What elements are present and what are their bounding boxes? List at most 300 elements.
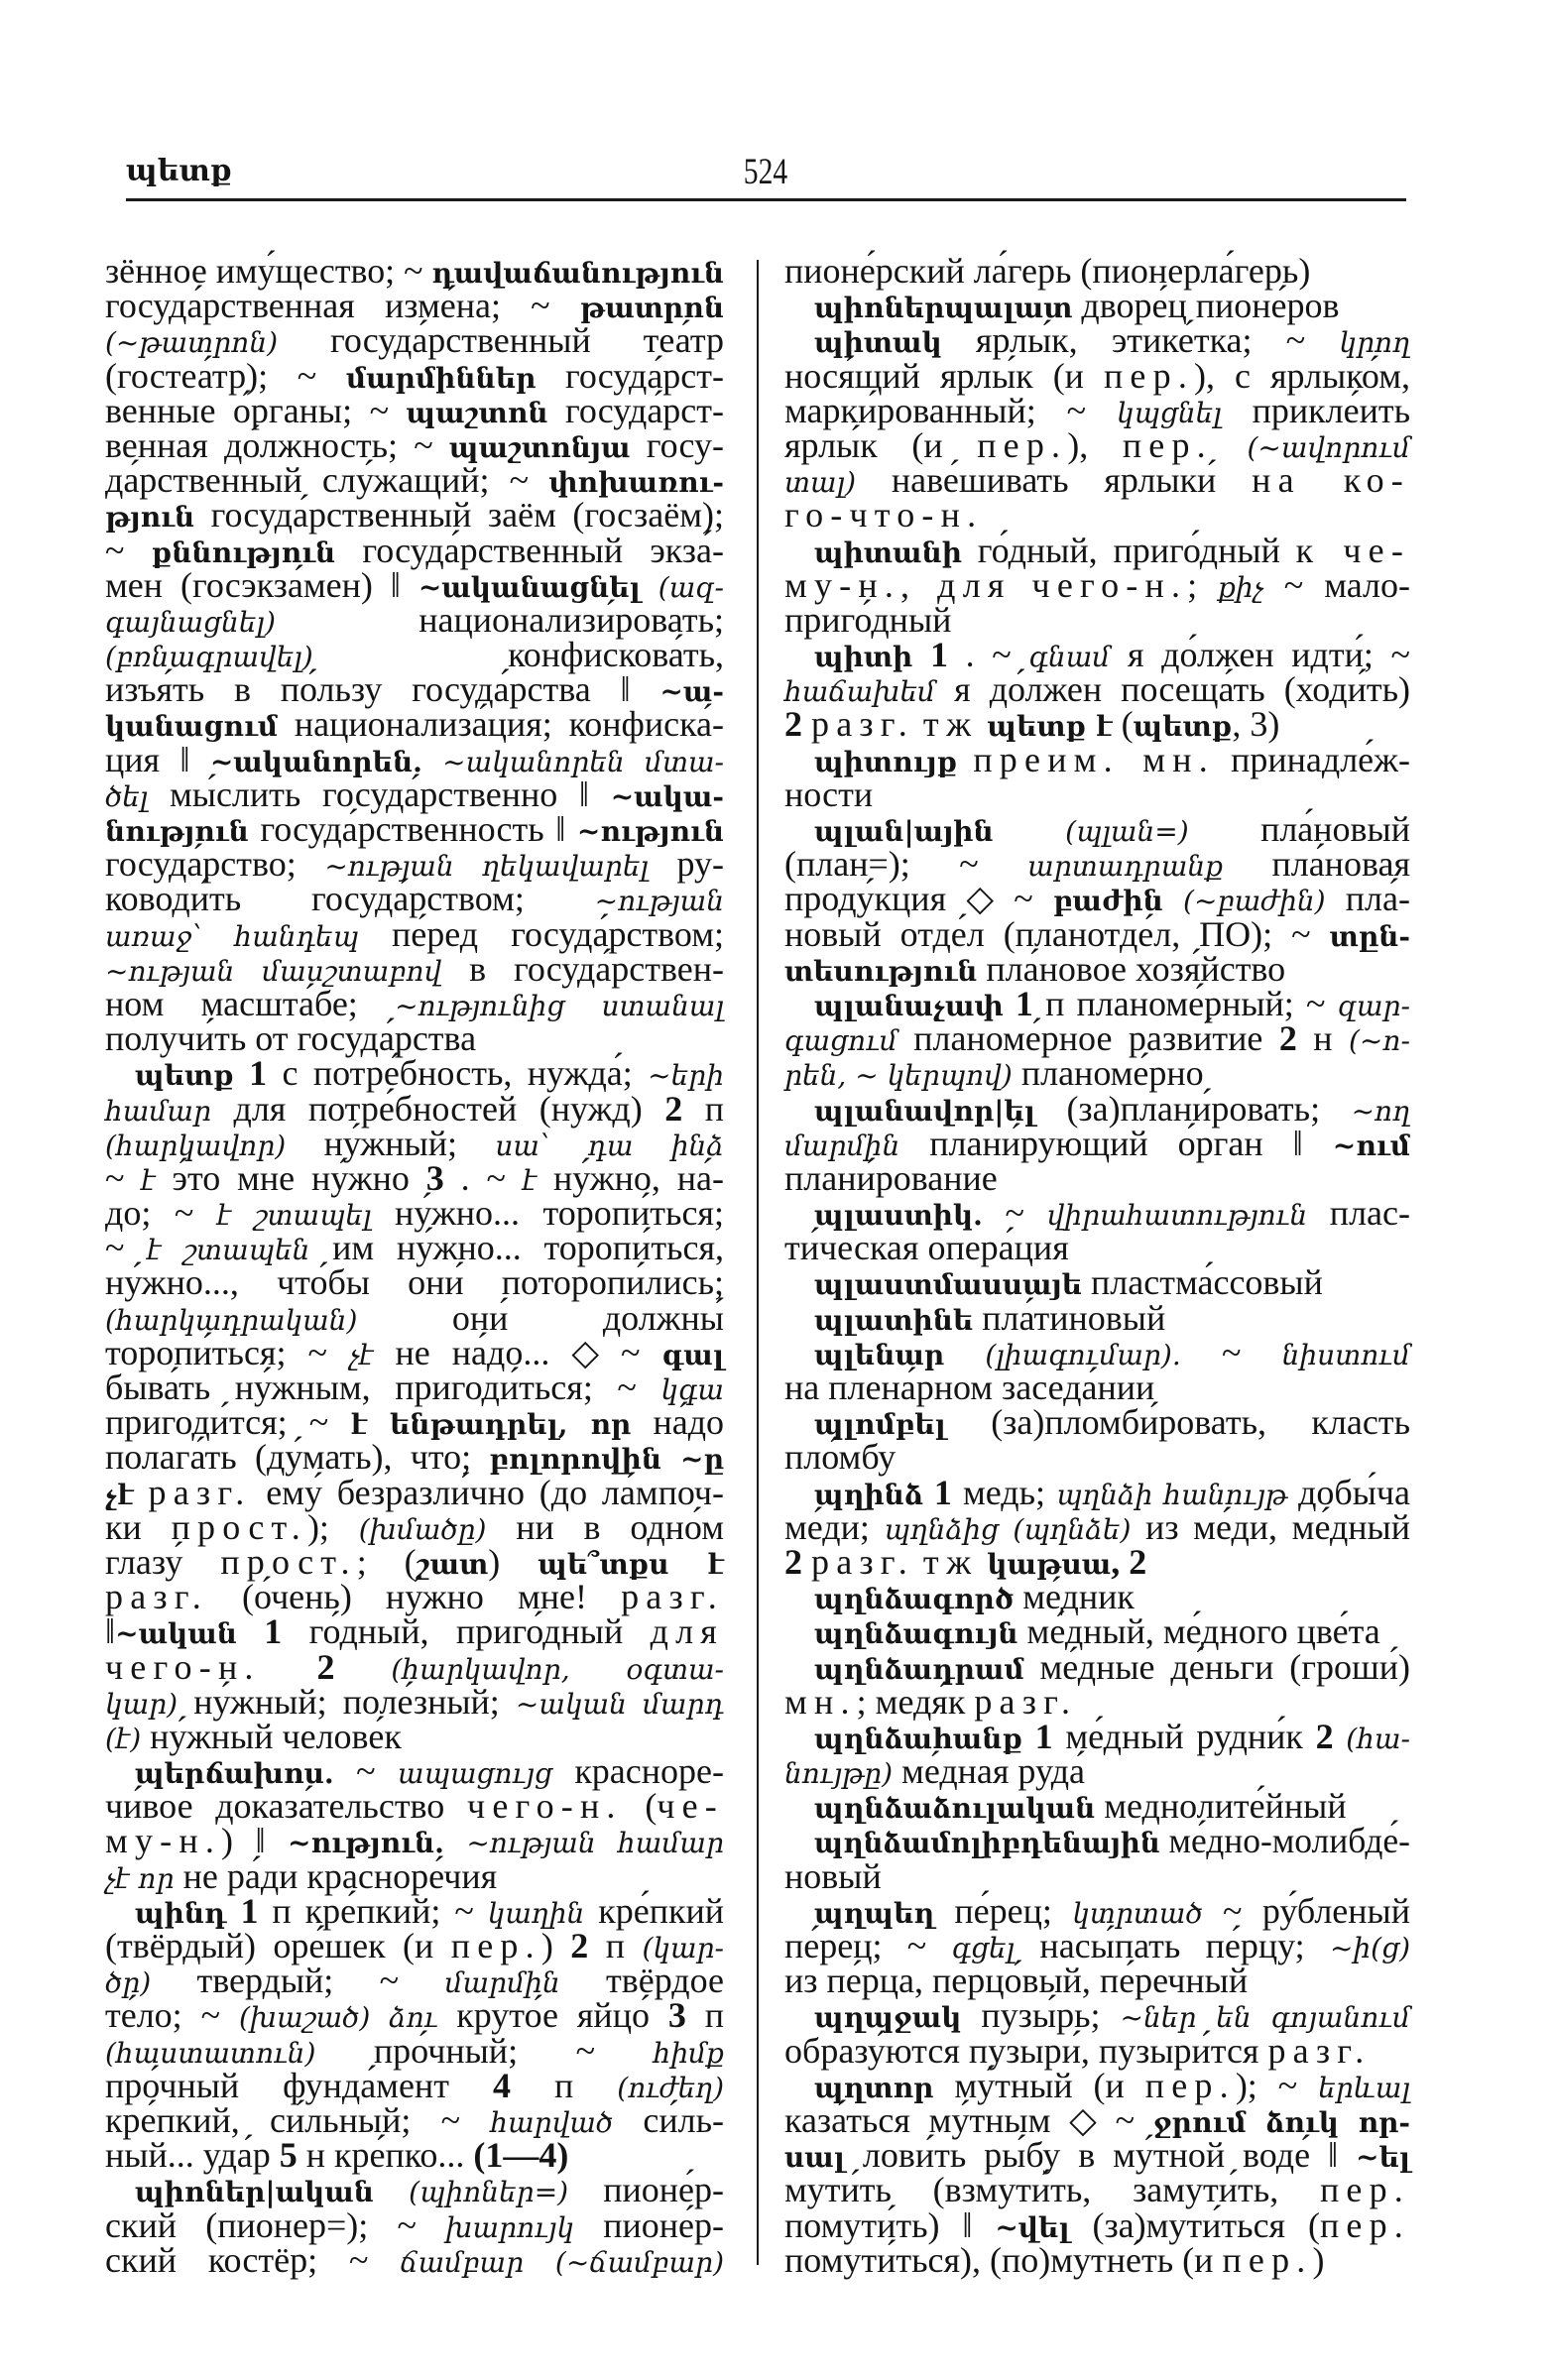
- headword: պլենար: [814, 1338, 945, 1371]
- armenian-term: շատ: [416, 1547, 489, 1581]
- entry-line: [784, 424, 1411, 465]
- entry-line: [105, 1995, 725, 2036]
- translation-text: ский (пионер=); ~: [105, 2204, 446, 2245]
- dictionary-entry-continued: [784, 251, 1410, 291]
- translation-text: ~ мало-: [1262, 564, 1410, 605]
- entry-line: [105, 1611, 725, 1652]
- armenian-example: (ուժեղ): [617, 2071, 724, 2104]
- translation-text: (за)плани́ровать;: [1034, 1088, 1352, 1129]
- abbreviation: разг.: [811, 704, 914, 745]
- translation-text: н: [1296, 1018, 1349, 1059]
- armenian-example: տալ): [784, 466, 857, 500]
- abbreviation: на ко-: [1252, 460, 1410, 501]
- armenian-term: ~ություն.: [288, 1827, 444, 1860]
- armenian-example: ապացույց: [398, 1757, 552, 1791]
- abbreviation: разг.: [621, 1577, 724, 1617]
- armenian-term: կաթսա: [987, 1547, 1112, 1581]
- armenian-example: նույթը): [784, 1757, 894, 1791]
- translation-text: ме́дная руда́: [893, 1751, 1085, 1792]
- entry-line: [784, 844, 1410, 885]
- translation-text: [978, 704, 987, 744]
- translation-text: госуда́рственность ‖: [248, 809, 577, 849]
- entry-line: [784, 1786, 1410, 1827]
- entry-line: [784, 1646, 1410, 1687]
- translation-text: я до́лжен посеща́ть (ходи́ть): [935, 669, 1410, 710]
- entry-line: [784, 564, 1410, 605]
- armenian-example: կար): [105, 1687, 179, 1721]
- translation-text: те́ло; ~: [105, 1995, 239, 2036]
- sense-number: 1: [1022, 1716, 1053, 1756]
- line-text: [784, 355, 1410, 396]
- entry-line: [784, 1437, 1410, 1478]
- armenian-example: (հա-: [1346, 1722, 1411, 1755]
- translation-text: пла́новое хозя́йство: [977, 948, 1286, 989]
- entry-line: [105, 913, 725, 954]
- translation-text: (за)мути́ться (: [1069, 2204, 1320, 2245]
- entry-line: [784, 948, 1410, 989]
- armenian-example: արտադրանք: [1027, 850, 1224, 884]
- headword: պերճախոս.: [135, 1757, 334, 1791]
- headword: պղպջակ: [814, 2001, 962, 2035]
- translation-text: пла́тиновый: [973, 1297, 1166, 1338]
- entry-line: [105, 809, 724, 849]
- abbreviation: пер.: [1103, 355, 1195, 396]
- armenian-example: պղնձից (պղնձե): [884, 1512, 1132, 1546]
- translation-text: твёрдое: [559, 1961, 724, 2001]
- translation-text: нося́щий ярлы́к (и: [784, 355, 1104, 396]
- translation-text: каза́ться му́тным ◇ ~: [784, 2099, 1153, 2140]
- translation-text: они́ должны́: [357, 1297, 724, 1338]
- armenian-term: կանացում: [105, 710, 279, 744]
- translation-text: пла́-: [1325, 879, 1410, 919]
- translation-text: ский костёр; ~: [105, 2239, 401, 2280]
- translation-text: помути́ться), (по)мутне́ть (и: [784, 2239, 1223, 2280]
- translation-text: насы́пать пе́рцу;: [1015, 1926, 1330, 1965]
- dictionary-entry: [784, 1088, 1410, 1198]
- armenian-term: քննություն: [151, 536, 336, 569]
- dictionary-entry: [784, 1786, 1410, 1827]
- translation-text: госуда́рственная изме́на; ~: [105, 286, 580, 326]
- translation-text: [957, 740, 973, 779]
- translation-text: торопи́ться; ~: [105, 1332, 349, 1372]
- sense-number: 1: [912, 635, 948, 675]
- entry-line: [105, 286, 724, 326]
- entry-line: [784, 1751, 1410, 1792]
- translation-text: [261, 1647, 317, 1687]
- translation-text: [444, 1821, 466, 1860]
- headword: պղնձաձուլական: [814, 1792, 1096, 1826]
- armenian-example: համար: [105, 1094, 211, 1128]
- armenian-example: չէ որ: [105, 1861, 175, 1895]
- dictionary-entry: [784, 1611, 1410, 1652]
- abbreviation: го-что-н.: [784, 495, 984, 536]
- entry-line: [105, 635, 724, 675]
- line-text: [105, 2239, 724, 2280]
- translation-text: не ра́ди красноре́чия: [174, 1855, 498, 1896]
- line-text: [105, 2135, 569, 2176]
- translation-text: на́до: [631, 1402, 725, 1443]
- entry-line: [105, 1472, 725, 1512]
- armenian-term: ~ականացնել: [418, 570, 641, 604]
- entry-line: [105, 1193, 724, 1234]
- armenian-example: (խմածը): [358, 1512, 487, 1546]
- translation-text: пионе́рский ла́герь (пионерла́герь): [784, 251, 1311, 291]
- translation-text: ; медя́к: [856, 1681, 975, 1722]
- armenian-example: կաղին: [487, 1896, 585, 1930]
- armenian-example: (~ո-: [1349, 1024, 1411, 1058]
- translation-text: получи́ть от госуда́рства: [105, 1018, 477, 1059]
- headword: պլոմբել: [814, 1408, 946, 1442]
- translation-text: ;: [1187, 564, 1219, 605]
- translation-text: быва́ть ну́жным, пригоди́ться; ~: [105, 1368, 661, 1407]
- entry-line: [105, 1646, 725, 1687]
- abbreviation: прост.: [220, 1541, 357, 1582]
- entry-line: [105, 948, 724, 989]
- abbreviation: пер.: [450, 1926, 541, 1965]
- line-text: [784, 1157, 998, 1198]
- abbreviation: му-н.: [105, 1821, 222, 1861]
- sense-number: 2: [316, 1646, 335, 1687]
- abbreviation: му-н.,: [784, 564, 917, 605]
- translation-text: новый отде́л (планотде́л, ПО); ~: [784, 913, 1330, 954]
- translation-text: п кре́пкий; ~: [258, 1890, 488, 1931]
- armenian-example: է: [522, 1163, 538, 1197]
- translation-text: им ну́жно... торопи́ться,: [309, 1228, 724, 1268]
- entry-line: [784, 2135, 1410, 2176]
- armenian-example: ~ական մարդ: [515, 1687, 724, 1721]
- sense-number: 3: [425, 1157, 444, 1198]
- translation-text: ну́жный; поле́зный;: [178, 1681, 516, 1722]
- entry-line: [784, 530, 1411, 570]
- entry-line: [105, 1541, 724, 1582]
- dictionary-entry: [784, 1332, 1410, 1407]
- entry-line: [784, 739, 1410, 779]
- translation-text: госуда́рственный экза́-: [335, 530, 724, 570]
- armenian-example: ~ության համար: [466, 1827, 724, 1860]
- translation-text: про́чный; ~: [315, 2030, 654, 2071]
- entry-line: [784, 1821, 1410, 1861]
- line-text: [784, 1437, 897, 1478]
- translation-text: [944, 1333, 985, 1372]
- entry-line: [105, 2099, 724, 2140]
- translation-text: госуда́рство;: [105, 844, 325, 885]
- armenian-example: (ազ-: [658, 570, 724, 604]
- armenian-term: մարմիններ: [345, 361, 537, 395]
- dictionary-entry: [784, 530, 1411, 640]
- dictionary-entry: [784, 1297, 1410, 1338]
- translation-text: (план=); ~: [784, 844, 1028, 885]
- armenian-term: տեսություն: [784, 954, 978, 988]
- dictionary-entry: [105, 2170, 724, 2280]
- entry-line: [784, 1472, 1411, 1512]
- translation-text: мы́слить госуда́рственно ‖: [148, 774, 611, 814]
- headword: պլաստիկ.: [814, 1199, 983, 1233]
- translation-text: ководи́ть госуда́рством;: [105, 879, 595, 919]
- translation-text: п планоме́рный; ~: [1032, 983, 1338, 1023]
- translation-text: (: [622, 1786, 658, 1827]
- armenian-term: ~ական: [115, 1617, 237, 1651]
- translation-text: конфискова́ть,: [312, 635, 724, 675]
- translation-text: ном масшта́бе;: [105, 983, 396, 1023]
- translation-text: госуда́рственный теа́тр: [278, 320, 724, 361]
- translation-text: си́ль-: [613, 2099, 724, 2140]
- dictionary-entry: [784, 1402, 1410, 1478]
- line-text: [105, 1018, 477, 1059]
- armenian-example: երևալ: [1318, 2071, 1410, 2104]
- translation-text: [802, 1542, 811, 1582]
- headword: պիտակ: [814, 326, 942, 360]
- headword: պղնձագույն: [814, 1617, 1018, 1651]
- entry-line: [105, 1088, 725, 1129]
- translation-text: п: [685, 1995, 725, 2036]
- translation-text: ме́дник: [1014, 1577, 1135, 1617]
- dictionary-entry: [784, 286, 1410, 326]
- headword: պիտի: [814, 641, 913, 674]
- entry-line: [784, 1681, 1410, 1722]
- translation-text: кре́пкий: [584, 1890, 725, 1931]
- abbreviation: пер.: [1319, 2170, 1410, 2210]
- armenian-example: սա՝ դա ինձ: [495, 1129, 725, 1162]
- translation-text: ну́жно... торопи́ться;: [371, 1193, 724, 1234]
- entry-line: [105, 390, 725, 430]
- abbreviation: пер.: [1222, 2239, 1313, 2280]
- armenian-example: ծր): [105, 1966, 152, 2000]
- translation-text: ки: [105, 1506, 172, 1547]
- entry-line: [105, 2030, 724, 2071]
- armenian-example: գացում: [784, 1024, 897, 1058]
- entry-line: [105, 460, 724, 501]
- entry-line: [784, 1228, 1410, 1268]
- translation-text: [641, 565, 658, 605]
- armenian-example: (լիագումար).: [985, 1338, 1181, 1371]
- translation-text: не на́до... ◇ ~: [373, 1332, 662, 1372]
- entry-line: [105, 2239, 724, 2280]
- translation-text: ): [488, 1541, 538, 1582]
- translation-text: из ме́ди, ме́дный: [1131, 1506, 1410, 1547]
- entry-line: [105, 1437, 724, 1478]
- page-number: 524: [743, 152, 788, 192]
- line-text: [784, 1751, 1085, 1792]
- entry-line: [784, 1123, 1410, 1163]
- translation-text: э́то мне ну́жно: [155, 1157, 426, 1198]
- translation-text: венная до́лжность; ~: [105, 424, 449, 465]
- entry-line: [105, 1262, 724, 1303]
- translation-text: пло́мбу: [784, 1437, 897, 1478]
- abbreviation: для: [937, 564, 1012, 605]
- entry-line: [105, 424, 724, 465]
- entry-line: [784, 495, 1410, 536]
- entry-line: [784, 1018, 1411, 1059]
- translation-text: чи́вое доказа́тельство: [105, 1786, 468, 1827]
- armenian-example: ~ության ղեկավարել: [324, 850, 649, 884]
- translation-text: пе́ред госуда́рством;: [358, 913, 725, 954]
- abbreviation: разг.: [148, 1472, 252, 1512]
- armenian-term: բոլորովին ~ը: [489, 1443, 724, 1477]
- armenian-example: ~ության մասշտաբով: [105, 954, 442, 988]
- armenian-term: պաշտոնյա: [448, 430, 631, 464]
- entry-line: [784, 1995, 1410, 2036]
- translation-text: ме́ди;: [784, 1506, 885, 1547]
- entry-line: [784, 1506, 1410, 1547]
- armenian-term: դավաճանություն: [431, 257, 724, 290]
- entry-line: [105, 1402, 725, 1443]
- armenian-example: չէ: [349, 1338, 374, 1371]
- translation-text: из пе́рца, перцо́вый, пе́речный: [784, 1961, 1249, 2001]
- armenian-term: փոխառու-: [548, 466, 724, 500]
- translation-text: образу́ются пузыри́, пузыри́тся: [784, 2030, 1268, 2071]
- armenian-example: ~ականորեն մտա-: [442, 745, 725, 778]
- entry-line: [784, 599, 1410, 640]
- entry-line: [784, 669, 1410, 710]
- translation-text: венные о́рганы; ~: [105, 390, 407, 430]
- abbreviation: для: [650, 1611, 725, 1652]
- dictionary-entry: [784, 1821, 1410, 1896]
- headword: պլատինե: [814, 1303, 974, 1337]
- armenian-example: կգա: [660, 1373, 724, 1406]
- entry-line: [784, 1262, 1410, 1303]
- entry-line: [784, 913, 1410, 954]
- translation-text: госуда́рственный заём (госзаём);: [194, 495, 724, 536]
- armenian-example: վիրահատություն: [1046, 1199, 1308, 1233]
- entry-line: [105, 1228, 724, 1268]
- entry-line: [784, 1157, 1410, 1198]
- headword: պղնձահանք: [814, 1722, 1022, 1755]
- entry-line: [784, 355, 1410, 396]
- headword: պղտոր: [814, 2071, 934, 2104]
- translation-text: (: [1112, 704, 1134, 745]
- entry-line: [784, 2170, 1410, 2210]
- headword: պղնձադրամ: [814, 1652, 1024, 1686]
- abbreviation: разг.: [1267, 2030, 1372, 2071]
- translation-text: п: [588, 1926, 643, 1965]
- line-text: [784, 774, 874, 814]
- entry-line: [784, 2099, 1410, 2140]
- entry-line: [105, 739, 725, 779]
- translation-text: пригоди́тся; ~: [105, 1402, 351, 1443]
- abbreviation: к че-: [1295, 530, 1411, 570]
- translation-text: наве́шивать ярлыки́: [856, 460, 1253, 501]
- armenian-example: (խաշած) ձու: [238, 2001, 438, 2035]
- entry-line: [105, 251, 724, 291]
- armenian-example: ~ության: [594, 885, 724, 918]
- translation-text: госу-: [630, 424, 724, 465]
- translation-text: мути́ть (взмути́ть, замути́ть,: [784, 2170, 1320, 2210]
- translation-text: про́чный фунда́мент: [105, 2065, 493, 2105]
- armenian-example: առաջ՝ հանդեպ: [105, 919, 359, 953]
- translation-text: ~: [105, 1228, 148, 1268]
- translation-text: национализи́ровать;: [275, 599, 724, 640]
- line-text: [814, 739, 1410, 779]
- translation-text: го́дный, приго́дный: [961, 530, 1296, 570]
- abbreviation: разг.: [811, 1541, 914, 1582]
- abbreviation: пер.: [1319, 2204, 1410, 2245]
- line-text: [814, 1402, 1410, 1443]
- translation-text: ну́жно..., что́бы они́ поторопи́лись;: [105, 1262, 724, 1303]
- translation-text: медь;: [951, 1472, 1057, 1512]
- translation-text: [1163, 879, 1183, 918]
- headword: պիոներպալատ: [814, 292, 1073, 325]
- entry-line: [784, 1890, 1410, 1931]
- translation-text: ~: [333, 1751, 399, 1792]
- translation-text: изъя́ть в по́льзу госуда́рства ‖: [105, 669, 660, 710]
- line-text: [784, 1370, 1154, 1405]
- translation-text: [994, 809, 1065, 849]
- armenian-example: պղնձի հանույթ: [1056, 1478, 1288, 1511]
- translation-text: [1213, 425, 1248, 465]
- line-text: [784, 495, 984, 536]
- sense-number: 1: [226, 1890, 259, 1931]
- armenian-term: պաշտոն: [406, 396, 548, 429]
- armenian-term: տըն-: [1329, 919, 1410, 953]
- entry-line: [784, 704, 1410, 745]
- translation-text: помути́ть) ‖: [784, 2204, 996, 2245]
- entry-line: [105, 1821, 724, 1861]
- line-text: [784, 2239, 1325, 2280]
- translation-text: (твёрдый) оре́шек (и: [105, 1926, 451, 1965]
- translation-text: плани́рование: [784, 1157, 998, 1198]
- sense-number: 3: [667, 1995, 686, 2036]
- dictionary-entry: [784, 1577, 1410, 1617]
- dictionary-entry: [784, 635, 1410, 745]
- dictionary-entry: [784, 1262, 1410, 1303]
- entry-line: [784, 1961, 1410, 2001]
- sense-number: 2: [784, 1541, 802, 1582]
- sense-number: 2: [1315, 1716, 1334, 1756]
- translation-text: ~ ру́бленый: [1202, 1890, 1410, 1931]
- line-text: [105, 251, 724, 291]
- armenian-example: (~թատրոն): [105, 326, 279, 360]
- entry-line: [105, 983, 724, 1023]
- translation-text: [978, 1542, 987, 1582]
- line-text: [784, 599, 952, 640]
- line-text: [814, 1297, 1166, 1338]
- armenian-example: մարմին: [444, 1966, 560, 2000]
- line-text: [814, 1821, 1410, 1861]
- entry-line: [105, 530, 724, 570]
- line-text: [784, 2170, 1410, 2210]
- entry-line: [105, 1123, 725, 1163]
- translation-text: [134, 1473, 149, 1512]
- translation-text: плас-: [1307, 1193, 1410, 1234]
- translation-text: до; ~: [105, 1193, 217, 1234]
- armenian-term: բաժին: [1052, 885, 1163, 918]
- translation-text: , 3): [1232, 704, 1280, 745]
- abbreviation: пер.: [1144, 2065, 1236, 2105]
- line-text: [784, 1961, 1249, 2001]
- translation-text: добы́ча: [1287, 1472, 1411, 1512]
- translation-text: меднолите́йный: [1095, 1786, 1347, 1827]
- sense-number: 5: [279, 2135, 298, 2176]
- translation-text: ярлы́к, этике́тка; ~: [941, 320, 1340, 361]
- armenian-example: (հարկադրական): [105, 1303, 358, 1337]
- armenian-example: ~ներ են գոյանում: [1120, 2001, 1410, 2035]
- dictionary-entry: [784, 1995, 1410, 2071]
- translation-text: принадле́ж-: [1214, 739, 1410, 779]
- sense-number: 1: [236, 1611, 283, 1652]
- entry-line: [105, 1332, 724, 1372]
- translation-text: планоме́рное разви́тие: [897, 1018, 1279, 1059]
- armenian-term: գալ: [661, 1338, 724, 1371]
- armenian-term: ~ել: [1355, 2141, 1410, 2175]
- translation-text: мен (госэкза́мен) ‖: [105, 564, 419, 605]
- translation-text: ), с ярлыко́м,: [1194, 355, 1410, 396]
- translation-text: п: [510, 2065, 618, 2105]
- armenian-example: է: [141, 1163, 156, 1197]
- translation-text: пластма́ссовый: [1082, 1262, 1323, 1303]
- entry-line: [105, 879, 724, 919]
- entry-line: [784, 286, 1410, 326]
- entry-line: [105, 1786, 724, 1827]
